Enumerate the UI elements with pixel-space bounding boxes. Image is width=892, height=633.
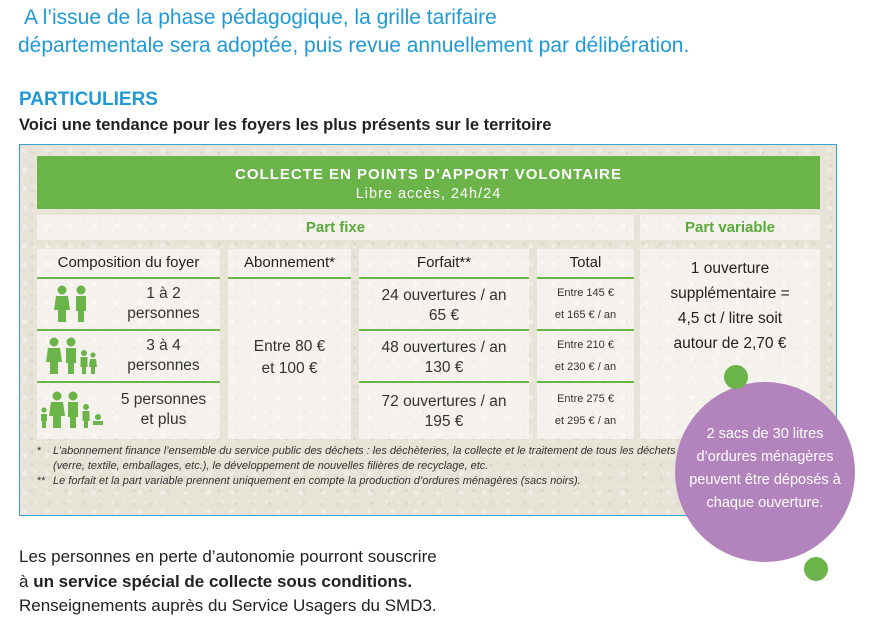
composition-row-3 xyxy=(37,385,220,435)
intro-line-2: départementale sera adoptée, puis revue annuellement par délibération. xyxy=(18,34,690,57)
forfait-row-1 xyxy=(359,286,529,326)
footer-line-2-prefix: à xyxy=(19,571,34,591)
total-max-1: et 165 € / an xyxy=(554,309,617,321)
footnote-1 xyxy=(37,444,687,474)
green-dot-decoration xyxy=(804,557,828,581)
abonnement-value-line-2: et 100 € xyxy=(261,360,318,377)
part-variable-label: Part variable xyxy=(640,215,820,240)
row-divider xyxy=(537,381,634,383)
footnote-2-text: Le forfait et la part variable prennent uniquement en compte la production d’ordures ménagères (sacs noirs). xyxy=(53,475,581,487)
row-divider xyxy=(37,381,220,383)
footnotes xyxy=(37,444,687,489)
total-header: Total xyxy=(537,249,634,279)
family-4-icon xyxy=(37,337,107,375)
info-bubble xyxy=(675,382,855,562)
row-divider xyxy=(37,329,220,331)
people-label-3: et plus xyxy=(140,411,187,428)
row-divider xyxy=(359,381,529,383)
intro-line-1: A l’issue de la phase pédagogique, la grille tarifaire xyxy=(24,6,497,29)
composition-header: Composition du foyer xyxy=(37,249,220,279)
forfait-openings-2: 48 ouvertures / an xyxy=(381,339,507,356)
bubble-line-4: chaque ouverture. xyxy=(706,495,824,511)
footnote-2 xyxy=(37,474,687,489)
footer-line-2-bold: un service spécial de collecte sous conditions. xyxy=(33,571,413,591)
footnote-1-marker: * xyxy=(37,445,42,457)
people-label-1: personnes xyxy=(127,305,200,322)
abonnement-column xyxy=(228,249,351,439)
table-header-subtitle: Libre accès, 24h/24 xyxy=(355,186,502,202)
footnote-1-text: L’abonnement finance l’ensemble du service public des déchets : les déchèteries, la collecte et le traitement de tous les déchets (verre, textile, emballages, etc.), le développement de nouvelles filières de recyclage, etc. xyxy=(53,445,676,472)
people-range-3: 5 personnes xyxy=(120,391,207,408)
part-fixe-label: Part fixe xyxy=(37,215,634,240)
people-range-2: 3 à 4 xyxy=(146,337,181,354)
forfait-row-2 xyxy=(359,338,529,378)
table-header xyxy=(37,156,820,209)
forfait-price-1: 65 € xyxy=(428,307,460,324)
forfait-openings-3: 72 ouvertures / an xyxy=(381,393,507,410)
row-divider xyxy=(537,329,634,331)
abonnement-value-line-1: Entre 80 € xyxy=(253,338,326,355)
forfait-price-2: 130 € xyxy=(424,359,464,376)
row-divider xyxy=(359,329,529,331)
section-title: PARTICULIERS xyxy=(19,89,158,110)
total-max-2: et 230 € / an xyxy=(554,361,617,373)
variable-line-2: supplémentaire = xyxy=(670,285,790,302)
footer-text xyxy=(19,545,619,619)
forfait-header: Forfait** xyxy=(359,249,529,279)
total-max-3: et 295 € / an xyxy=(554,415,617,427)
footer-line-1: Les personnes en perte d’autonomie pourront souscrire xyxy=(19,547,437,566)
people-range-1: 1 à 2 xyxy=(146,285,181,302)
bubble-line-2: d’ordures ménagères xyxy=(696,449,834,465)
variable-line-4: autour de 2,70 € xyxy=(673,335,787,352)
composition-row-1 xyxy=(37,281,220,327)
footnote-2-marker: ** xyxy=(37,475,46,487)
bubble-line-1: 2 sacs de 30 litres xyxy=(706,426,824,442)
forfait-price-3: 195 € xyxy=(424,413,464,430)
total-min-3: Entre 275 € xyxy=(557,393,614,405)
abonnement-value xyxy=(228,336,351,380)
forfait-row-3 xyxy=(359,392,529,432)
family-2-icon xyxy=(37,285,107,323)
family-5-icon xyxy=(37,391,107,429)
intro-text xyxy=(18,4,878,60)
table-header-title: COLLECTE EN POINTS D’APPORT VOLONTAIRE xyxy=(235,166,622,183)
forfait-openings-1: 24 ouvertures / an xyxy=(381,287,507,304)
footer-line-2 xyxy=(19,570,619,595)
bubble-line-3: peuvent être déposés à xyxy=(689,472,841,488)
abonnement-header: Abonnement* xyxy=(228,249,351,279)
footer-line-3: Renseignements auprès du Service Usagers du SMD3. xyxy=(19,596,437,615)
total-column xyxy=(537,249,634,439)
total-row-3 xyxy=(537,388,634,432)
composition-column xyxy=(37,249,220,439)
section-subtitle: Voici une tendance pour les foyers les plus présents sur le territoire xyxy=(19,116,552,134)
forfait-column xyxy=(359,249,529,439)
variable-line-1: 1 ouverture xyxy=(690,260,770,277)
total-min-1: Entre 145 € xyxy=(557,287,614,299)
total-row-2 xyxy=(537,334,634,378)
green-dot-decoration xyxy=(724,365,748,389)
variable-line-3: 4,5 ct / litre soit xyxy=(677,310,783,327)
people-label-2: personnes xyxy=(127,357,200,374)
total-min-2: Entre 210 € xyxy=(557,339,614,351)
total-row-1 xyxy=(537,282,634,326)
composition-row-2 xyxy=(37,333,220,379)
